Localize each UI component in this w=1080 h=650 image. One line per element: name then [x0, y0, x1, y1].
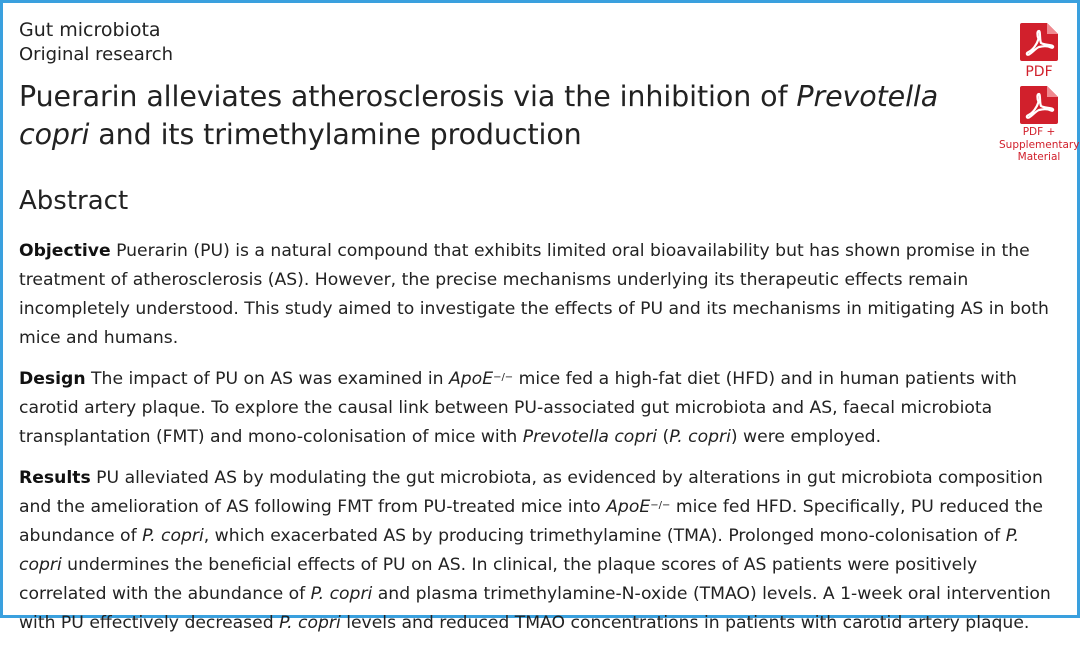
pdf-supplementary-download-link[interactable] [999, 86, 1079, 164]
article-title [19, 78, 994, 154]
design-text-2: mice fed a high-fat diet (HFD) and in human patients with carotid artery plaque. To explore the causal link between PU-associated gut microbiota and AS, faecal microbiota transplantation (FMT) and mono-colonisation of mice with [19, 369, 1017, 447]
objective-paragraph [19, 237, 1064, 353]
results-species-4: P. copri [279, 613, 341, 633]
design-label: Design [19, 369, 86, 389]
design-species-2: P. copri [669, 427, 731, 447]
pdf-label: PDF [1025, 64, 1053, 80]
results-apoe-superscript: −/− [650, 500, 671, 511]
results-text-6: levels and reduced TMAO concentrations in patients with carotid artery plaque. [340, 613, 1030, 633]
download-links [999, 23, 1079, 164]
article-type: Original research [19, 44, 174, 65]
results-text-4: undermines the beneficial effects of PU on AS. In clinical, the plaque scores of AS patients were positively correlated with the abundance of [19, 555, 978, 604]
results-species-3: P. copri [310, 584, 373, 604]
results-text-5: and plasma trimethylamine-N-oxide (TMAO) levels. A 1-week oral intervention with PU effectively decreased [19, 584, 1051, 633]
title-text-2: and its trimethylamine production [89, 118, 582, 151]
abstract-heading: Abstract [19, 186, 129, 216]
title-text-1: Puerarin alleviates atherosclerosis via the inhibition of [19, 80, 797, 113]
results-text-2: mice fed HFD. Specifically, PU reduced the abundance of [19, 497, 1043, 546]
pdf-icon [1020, 23, 1058, 61]
design-text-4: ) were employed. [730, 427, 882, 447]
design-paragraph [19, 365, 1064, 452]
design-text-3: ( [657, 427, 670, 447]
article-header [19, 17, 994, 217]
pdf-supp-label-line3: Material [1017, 151, 1061, 163]
results-paragraph [19, 464, 1064, 638]
design-species-1: Prevotella copri [522, 427, 658, 447]
section-label[interactable]: Gut microbiota [19, 19, 161, 41]
results-apoe: ApoE [606, 497, 651, 517]
results-species-2: P. copri [19, 526, 1020, 575]
abstract-body [19, 237, 1064, 650]
objective-label: Objective [19, 241, 111, 261]
objective-text: Puerarin (PU) is a natural compound that exhibits limited oral bioavailability but has shown promise in the treatment of atherosclerosis (AS). However, the precise mechanisms underlying its therapeutic effects remain incompletely understood. This study aimed to investigate the effects of PU and its mechanisms in mitigating AS in both mice and humans. [19, 241, 1049, 348]
results-text-1: PU alleviated AS by modulating the gut microbiota, as evidenced by alterations in gut microbiota composition and the amelioration of AS following FMT from PU-treated mice into [19, 468, 1043, 517]
design-apoe: ApoE [449, 369, 494, 389]
title-italic-species: Prevotella copri [19, 80, 939, 151]
design-text-1: The impact of PU on AS was examined in [85, 369, 450, 389]
results-label: Results [19, 468, 91, 488]
design-apoe-superscript: −/− [493, 372, 514, 383]
pdf-download-link[interactable] [999, 23, 1079, 80]
results-species-1: P. copri [142, 526, 204, 546]
pdf-supplementary-icon [1020, 86, 1058, 124]
pdf-supp-label-line2: Supplementary [999, 138, 1080, 151]
pdf-supp-label-line1: PDF + [1022, 126, 1056, 138]
results-text-3: , which exacerbated AS by producing trimethylamine (TMA). Prolonged mono-colonisation of [203, 526, 1006, 546]
